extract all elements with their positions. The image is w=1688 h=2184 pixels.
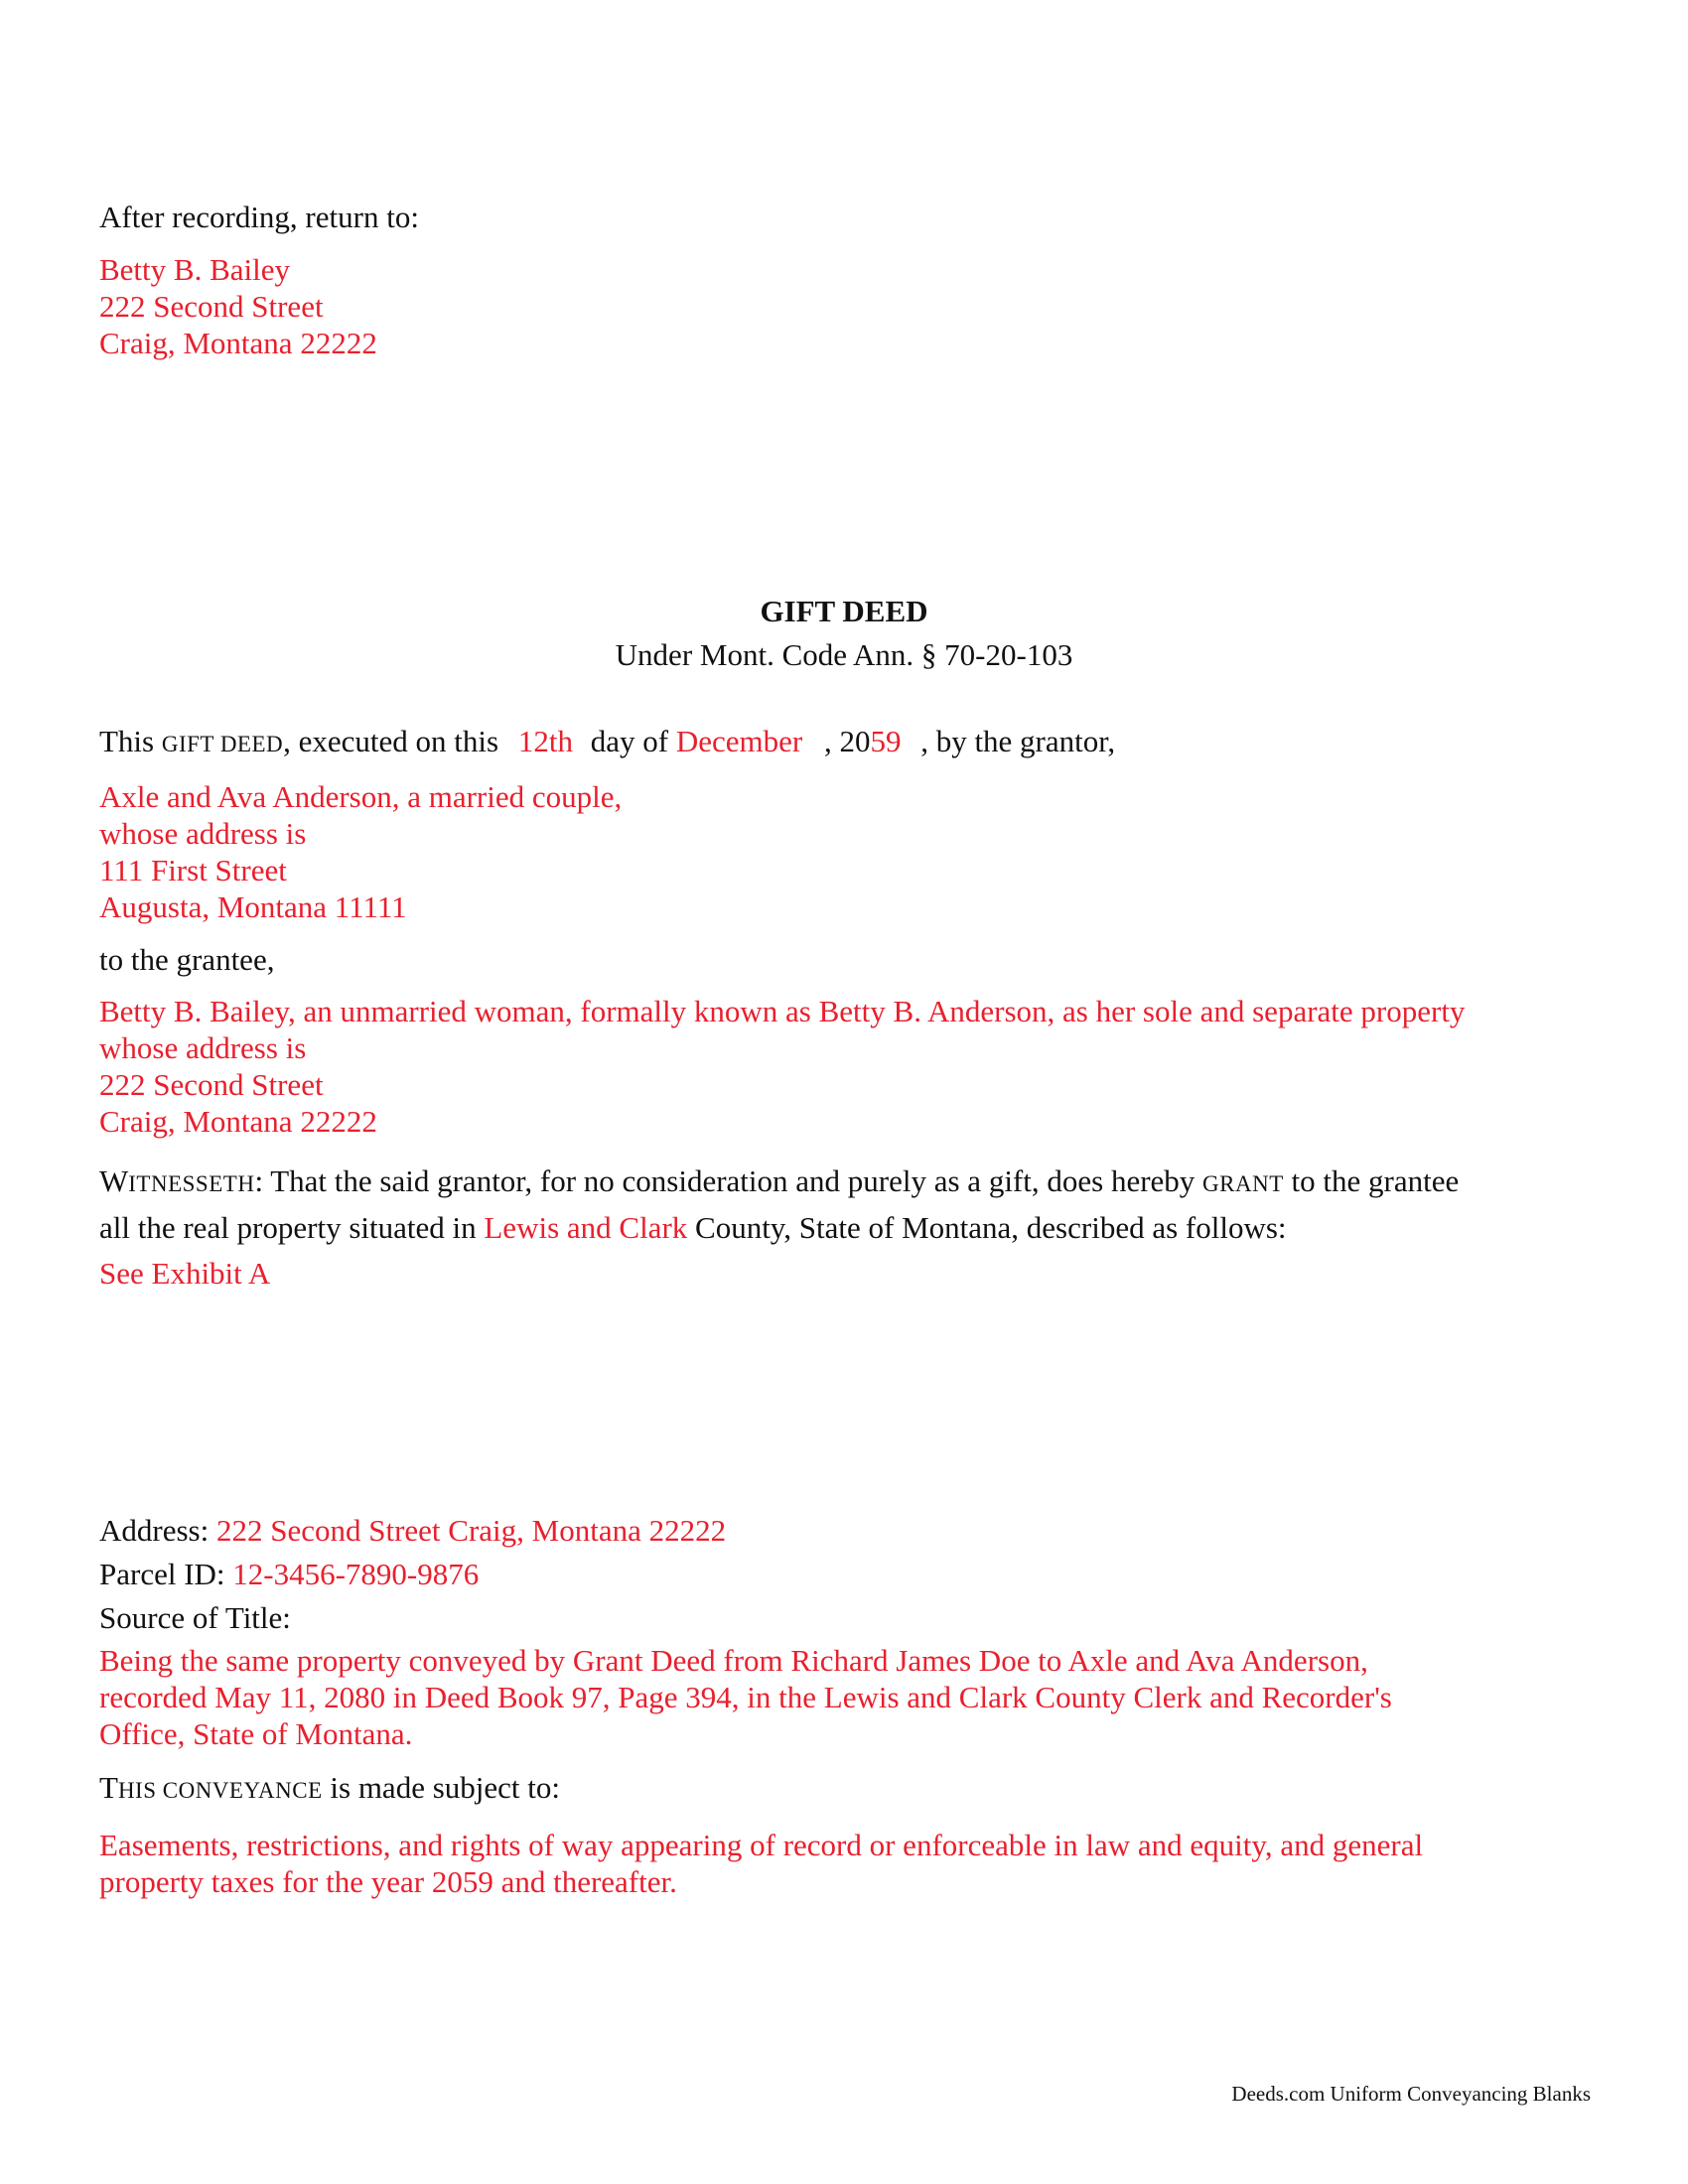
grantee-name: Betty B. Bailey, an unmarried woman, formally known as Betty B. Anderson, as her sole and separate property: [99, 994, 1466, 1028]
by-grantor-text: , by the grantor,: [920, 724, 1116, 758]
county-state-text: County, State of Montana, described as follows:: [695, 1210, 1287, 1245]
grantor-address-label: whose address is: [99, 816, 307, 851]
county-name: Lewis and Clark: [484, 1210, 688, 1245]
grantee-city: Craig, Montana 22222: [99, 1104, 377, 1139]
to-grantee-text: to the grantee,: [99, 942, 275, 977]
source-line-2: recorded May 11, 2080 in Deed Book 97, Page 394, in the Lewis and Clark County Clerk and Recorder's: [99, 1680, 1392, 1714]
statute-reference: Under Mont. Code Ann. § 70-20-103: [615, 637, 1073, 672]
grantee-block: [99, 993, 1465, 1140]
return-to-city: Craig, Montana 22222: [99, 326, 377, 360]
parcel-label: Parcel ID:: [99, 1557, 225, 1591]
source-of-title-label: Source of Title:: [99, 1600, 291, 1635]
execution-month: December: [675, 724, 803, 758]
year-prefix: , 20: [823, 724, 871, 758]
parcel-id: 12-3456-7890-9876: [232, 1557, 480, 1591]
property-address: 222 Second Street Craig, Montana 22222: [215, 1513, 727, 1548]
execution-day: 12th: [517, 724, 573, 758]
day-of-text: day of: [590, 724, 669, 758]
doc-name-smallcaps: GIFT DEED: [161, 732, 284, 756]
execution-line: [99, 723, 1115, 762]
legal-description: See Exhibit A: [99, 1256, 271, 1291]
return-to-block: [99, 199, 419, 361]
property-info: [99, 1509, 726, 1640]
conveyance-smallcaps: HIS CONVEYANCE: [117, 1778, 323, 1803]
this-text: This: [99, 724, 155, 758]
exceptions-line-1: Easements, restrictions, and rights of way appearing of record or enforceable in law and equity, and general: [99, 1828, 1424, 1862]
conveyance-line: [99, 1769, 560, 1809]
document-title: GIFT DEED: [760, 594, 928, 628]
subject-to-text: is made subject to:: [330, 1770, 560, 1805]
return-to-name: Betty B. Bailey: [99, 252, 291, 287]
grantee-street: 222 Second Street: [99, 1067, 324, 1102]
source-line-1: Being the same property conveyed by Grant Deed from Richard James Doe to Axle and Ava Anderson,: [99, 1643, 1368, 1678]
grantee-address-label: whose address is: [99, 1030, 307, 1065]
exceptions-block: [99, 1827, 1423, 1900]
witnesseth-clause-1: : That the said grantor, for no consideration and purely as a gift, does hereby: [254, 1163, 1196, 1198]
witnesseth-initial: W: [99, 1163, 129, 1198]
grantor-city: Augusta, Montana 11111: [99, 889, 407, 924]
executed-text: , executed on this: [283, 724, 499, 758]
footer-text: Deeds.com Uniform Conveyancing Blanks: [1231, 2082, 1591, 2106]
grant-smallcaps: GRANT: [1202, 1171, 1284, 1196]
witnesseth-clause: [99, 1160, 1459, 1250]
witnesseth-smallcaps: ITNESSETH: [128, 1171, 255, 1196]
return-to-street: 222 Second Street: [99, 289, 324, 324]
grantor-street: 111 First Street: [99, 853, 287, 887]
source-of-title: [99, 1642, 1392, 1752]
grantor-block: [99, 778, 622, 925]
property-situated-text: all the real property situated in: [99, 1210, 477, 1245]
witnesseth-clause-2: to the grantee: [1291, 1163, 1460, 1198]
grantor-name: Axle and Ava Anderson, a married couple,: [99, 779, 623, 814]
source-line-3: Office, State of Montana.: [99, 1716, 413, 1751]
exceptions-line-2: property taxes for the year 2059 and thereafter.: [99, 1864, 677, 1899]
conveyance-initial: T: [99, 1770, 118, 1805]
return-to-label: After recording, return to:: [99, 200, 419, 234]
execution-year: 59: [870, 724, 902, 758]
address-label: Address:: [99, 1513, 210, 1548]
